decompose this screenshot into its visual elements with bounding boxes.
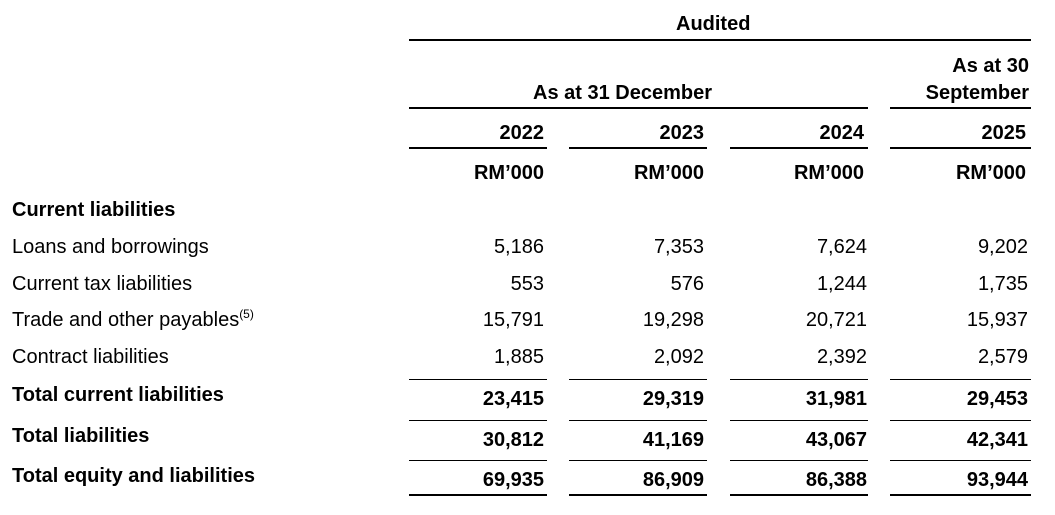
total-label: Total liabilities xyxy=(12,425,150,447)
cell-value: 2,392 xyxy=(816,346,867,368)
unit-header-2024: RM’000 xyxy=(793,162,864,184)
subtotal-rule xyxy=(890,420,1031,421)
row-label: Current tax liabilities xyxy=(12,273,193,295)
unit-header-2025: RM’000 xyxy=(955,162,1026,184)
cell-value: 15,791 xyxy=(482,309,544,331)
total-label: Total equity and liabilities xyxy=(12,465,255,487)
subtotal-rule xyxy=(890,460,1031,461)
cell-value: 7,624 xyxy=(816,236,867,258)
cell-value: 2,092 xyxy=(653,346,704,368)
year-rule-2022 xyxy=(409,147,547,149)
year-rule-2024 xyxy=(730,147,868,149)
cell-value: 9,202 xyxy=(977,236,1028,258)
subtotal-rule xyxy=(409,420,547,421)
subtotal-top-rule xyxy=(730,379,868,380)
total-value: 43,067 xyxy=(805,429,867,451)
year-header-2025: 2025 xyxy=(981,122,1026,144)
total-value: 23,415 xyxy=(482,388,544,410)
row-label-text: Trade and other payables xyxy=(12,309,240,331)
december-rule xyxy=(409,107,868,109)
subtotal-rule xyxy=(730,460,868,461)
unit-header-2023: RM’000 xyxy=(633,162,704,184)
subtotal-top-rule xyxy=(409,379,547,380)
cell-value: 20,721 xyxy=(805,309,867,331)
audited-rule xyxy=(409,39,1031,41)
total-value: 41,169 xyxy=(642,429,704,451)
cell-value: 19,298 xyxy=(642,309,704,331)
row-label: Loans and borrowings xyxy=(12,236,209,258)
cell-value: 1,885 xyxy=(493,346,544,368)
subtotal-top-rule xyxy=(890,379,1031,380)
unit-header-2022: RM’000 xyxy=(473,162,544,184)
cell-value: 1,735 xyxy=(977,273,1028,295)
cell-value: 1,244 xyxy=(816,273,867,295)
year-header-2024: 2024 xyxy=(819,122,864,144)
as-at-september-heading-line2: September xyxy=(925,82,1029,104)
cell-value: 15,937 xyxy=(966,309,1028,331)
total-value: 42,341 xyxy=(966,429,1028,451)
year-rule-2025 xyxy=(890,147,1031,149)
cell-value: 576 xyxy=(670,273,704,295)
row-label xyxy=(12,308,254,332)
grand-total-rule xyxy=(569,494,707,496)
subtotal-rule xyxy=(569,420,707,421)
total-value: 29,319 xyxy=(642,388,704,410)
subtotal-rule xyxy=(409,460,547,461)
audited-heading: Audited xyxy=(676,13,751,35)
total-label: Total current liabilities xyxy=(12,384,224,406)
total-value: 69,935 xyxy=(482,469,544,491)
cell-value: 553 xyxy=(510,273,544,295)
subtotal-top-rule xyxy=(569,379,707,380)
total-value: 86,909 xyxy=(642,469,704,491)
total-value: 93,944 xyxy=(966,469,1028,491)
cell-value: 7,353 xyxy=(653,236,704,258)
footnote-marker: (5) xyxy=(239,307,254,321)
year-header-2023: 2023 xyxy=(659,122,704,144)
cell-value: 5,186 xyxy=(493,236,544,258)
year-rule-2023 xyxy=(569,147,707,149)
total-value: 30,812 xyxy=(482,429,544,451)
as-at-december-heading: As at 31 December xyxy=(533,82,712,104)
year-header-2022: 2022 xyxy=(499,122,544,144)
grand-total-rule xyxy=(409,494,547,496)
section-title: Current liabilities xyxy=(12,199,176,221)
grand-total-rule xyxy=(890,494,1031,496)
total-value: 31,981 xyxy=(805,388,867,410)
cell-value: 2,579 xyxy=(977,346,1028,368)
row-label: Contract liabilities xyxy=(12,346,169,368)
total-value: 29,453 xyxy=(966,388,1028,410)
subtotal-rule xyxy=(730,420,868,421)
as-at-september-heading-line1: As at 30 xyxy=(952,55,1029,77)
subtotal-rule xyxy=(569,460,707,461)
grand-total-rule xyxy=(730,494,868,496)
september-rule xyxy=(890,107,1031,109)
total-value: 86,388 xyxy=(805,469,867,491)
